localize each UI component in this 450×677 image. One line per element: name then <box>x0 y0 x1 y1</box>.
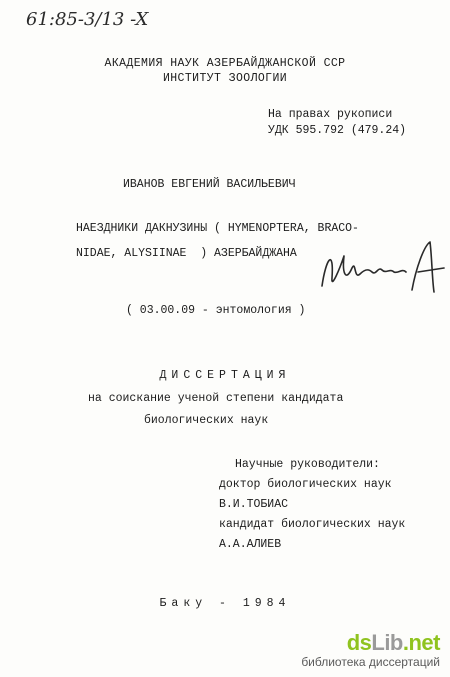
institute-name: ИНСТИТУТ ЗООЛОГИИ <box>162 72 288 85</box>
author-name: ИВАНОВ ЕВГЕНИЙ ВАСИЛЬЕВИЧ <box>123 178 296 191</box>
title-line-1: НАЕЗДНИКИ ДАКНУЗИНЫ ( HYMENOPTERA, BRACO- <box>76 222 359 235</box>
degree-line-1: на соискание ученой степени кандидата <box>88 392 344 405</box>
title-line-2: NIDAE, ALYSIINAE ) АЗЕРБАЙДЖАНА <box>76 247 297 260</box>
advisor-1-name: В.И.ТОБИАС <box>219 498 289 511</box>
specialty-code: ( 03.00.09 - энтомология ) <box>126 304 306 317</box>
advisor-2-name: А.А.АЛИЕВ <box>219 538 282 551</box>
dslib-logo: dsLib.net <box>346 630 440 655</box>
dissertation-heading: ДИССЕРТАЦИЯ <box>159 369 291 382</box>
city-year: Баку - 1984 <box>159 597 291 610</box>
handwritten-catalog-code: 61:85-3/13 -X <box>26 9 149 30</box>
advisor-1-degree: доктор биологических наук <box>219 478 392 491</box>
advisor-2-degree: кандидат биологических наук <box>219 518 406 531</box>
rights-reserved-line: На правах рукописи <box>268 108 393 121</box>
author-signature <box>320 238 450 298</box>
degree-line-2: биологических наук <box>144 414 269 427</box>
academy-name: АКАДЕМИЯ НАУК АЗЕРБАЙДЖАНСКОЙ ССР <box>104 57 346 70</box>
dslib-watermark <box>301 631 440 669</box>
udc-code: УДК 595.792 (479.24) <box>268 124 407 137</box>
advisors-heading: Научные руководители: <box>235 458 380 471</box>
dslib-subtitle: библиотека диссертаций <box>301 655 440 669</box>
